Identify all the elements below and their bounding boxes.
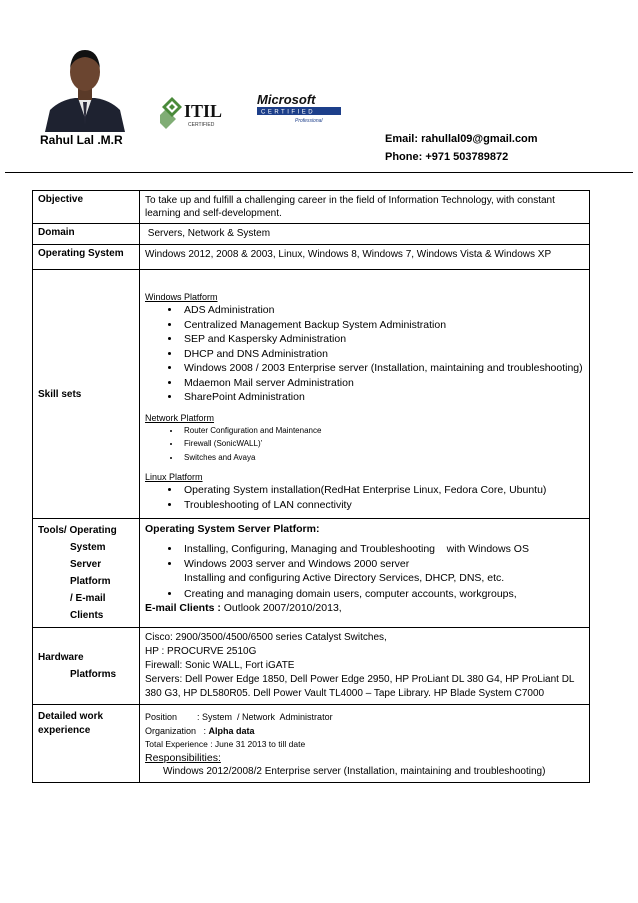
list-item: • Windows 2008 / 2003 Enterprise server (Installation, maintaining and troubleshooting) xyxy=(181,361,584,376)
tools-label-line: System xyxy=(70,542,106,553)
domain-row xyxy=(33,224,590,245)
tools-label-line: Platform xyxy=(70,576,111,587)
list-item: • Mdaemon Mail server Administration xyxy=(181,376,584,391)
tools-label-line: Tools/ Operating xyxy=(38,525,117,536)
svg-text:CERTIFIED: CERTIFIED xyxy=(261,109,316,116)
profile-photo xyxy=(40,40,130,132)
email-clients-value: Outlook 2007/2010/2013, xyxy=(223,602,342,614)
list-item: • Installing, Configuring, Managing and Troubleshooting with Windows OS xyxy=(181,542,584,557)
experience-label: Detailed work experience xyxy=(33,705,140,783)
organization-label: Organization : xyxy=(145,726,209,736)
svg-text:CERTIFIED: CERTIFIED xyxy=(188,122,215,128)
email-line: Email: rahullal09@gmail.com xyxy=(385,133,538,145)
list-item: • Router Configuration and Maintenance xyxy=(181,424,584,438)
linux-platform-title: Linux Platform xyxy=(145,472,203,482)
network-platform-title: Network Platform xyxy=(145,412,215,423)
tools-list-2 xyxy=(145,587,584,602)
email-clients-line xyxy=(145,601,584,616)
hardware-content xyxy=(140,628,590,705)
hardware-line: Cisco: 2900/3500/4500/6500 series Catalyst Switches, xyxy=(145,632,387,643)
experience-content xyxy=(140,705,590,783)
responsibilities-title: Responsibilities: xyxy=(145,752,221,764)
tools-heading: Operating System Server Platform: xyxy=(145,523,320,535)
list-item: • Creating and managing domain users, computer accounts, workgroups, xyxy=(181,587,584,602)
svg-text:Professional: Professional xyxy=(295,118,323,124)
list-item: • ADS Administration xyxy=(181,303,584,318)
skills-content xyxy=(140,270,590,519)
objective-label: Objective xyxy=(33,191,140,224)
os-text: Windows 2012, 2008 & 2003, Linux, Windows 8, Windows 7, Windows Vista & Windows XP xyxy=(140,245,590,270)
position-value: System / Network Administrator xyxy=(202,712,333,722)
list-item: • Troubleshooting of LAN connectivity xyxy=(181,498,584,513)
microsoft-certified-logo xyxy=(255,92,345,124)
itil-logo xyxy=(160,95,240,133)
hardware-line: Firewall: Sonic WALL, Fort iGATE xyxy=(145,660,295,671)
total-experience: Total Experience : June 31 2013 to till date xyxy=(145,739,306,749)
network-skill-list xyxy=(145,424,584,465)
domain-text: Servers, Network & System xyxy=(140,224,590,245)
tools-label-line: / E-mail xyxy=(70,593,106,604)
hardware-line: Servers: Dell Power Edge 1850, Dell Power Edge 2950, HP ProLiant DL 380 G4, HP ProLiant DL 380 G3, HP DL580R05. Dell Power Vault TL4000 – Tape Library. HP Blade System C7000 xyxy=(145,674,575,699)
tools-row xyxy=(33,519,590,628)
tools-label-line: Clients xyxy=(70,610,104,621)
list-item: • Operating System installation(RedHat Enterprise Linux, Fedora Core, Ubuntu) xyxy=(181,483,584,498)
list-item: • Windows 2003 server and Windows 2000 server xyxy=(181,557,584,572)
header-divider xyxy=(5,172,633,173)
linux-skill-list xyxy=(145,483,584,512)
skills-row xyxy=(33,270,590,519)
windows-platform-title: Windows Platform xyxy=(145,292,218,302)
os-label: Operating System xyxy=(33,245,140,270)
resume-table xyxy=(32,190,590,783)
svg-text:ITIL: ITIL xyxy=(184,101,223,121)
list-item: • Switches and Avaya xyxy=(181,451,584,465)
email-clients-label: E-mail Clients : xyxy=(145,602,224,614)
domain-label: Domain xyxy=(33,224,140,245)
tools-content xyxy=(140,519,590,628)
hardware-line: HP : PROCURVE 2510G xyxy=(145,646,257,657)
tools-continuation: Installing and configuring Active Directory Services, DHCP, DNS, etc. xyxy=(184,572,505,584)
organization-value: Alpha data xyxy=(208,726,255,736)
tools-label-line: Server xyxy=(70,559,102,570)
objective-text: To take up and fulfill a challenging career in the field of Information Technology, with constant learning and self-development. xyxy=(140,191,590,224)
hardware-label xyxy=(33,628,140,705)
experience-row xyxy=(33,705,590,783)
hardware-label-line: Hardware xyxy=(38,652,84,663)
organization-line xyxy=(145,724,584,738)
list-item: • Firewall (SonicWALL)’ xyxy=(181,437,584,451)
hardware-label-line: Platforms xyxy=(70,669,117,680)
tools-label xyxy=(33,519,140,628)
position-line xyxy=(145,710,584,724)
objective-row xyxy=(33,191,590,224)
phone-line: Phone: +971 503789872 xyxy=(385,151,509,163)
candidate-name: Rahul Lal .M.R xyxy=(40,133,123,147)
responsibility-line: Windows 2012/2008/2 Enterprise server (Installation, maintaining and troubleshooting) xyxy=(163,766,546,777)
list-item: • SEP and Kaspersky Administration xyxy=(181,332,584,347)
skills-label: Skill sets xyxy=(33,270,140,519)
tools-list xyxy=(145,542,584,571)
hardware-row xyxy=(33,628,590,705)
position-label: Position : xyxy=(145,712,203,722)
list-item: • SharePoint Administration xyxy=(181,390,584,405)
list-item: • DHCP and DNS Administration xyxy=(181,347,584,362)
list-item: • Centralized Management Backup System Administration xyxy=(181,318,584,333)
os-row xyxy=(33,245,590,270)
windows-skill-list xyxy=(145,303,584,405)
svg-text:Microsoft: Microsoft xyxy=(257,92,316,107)
